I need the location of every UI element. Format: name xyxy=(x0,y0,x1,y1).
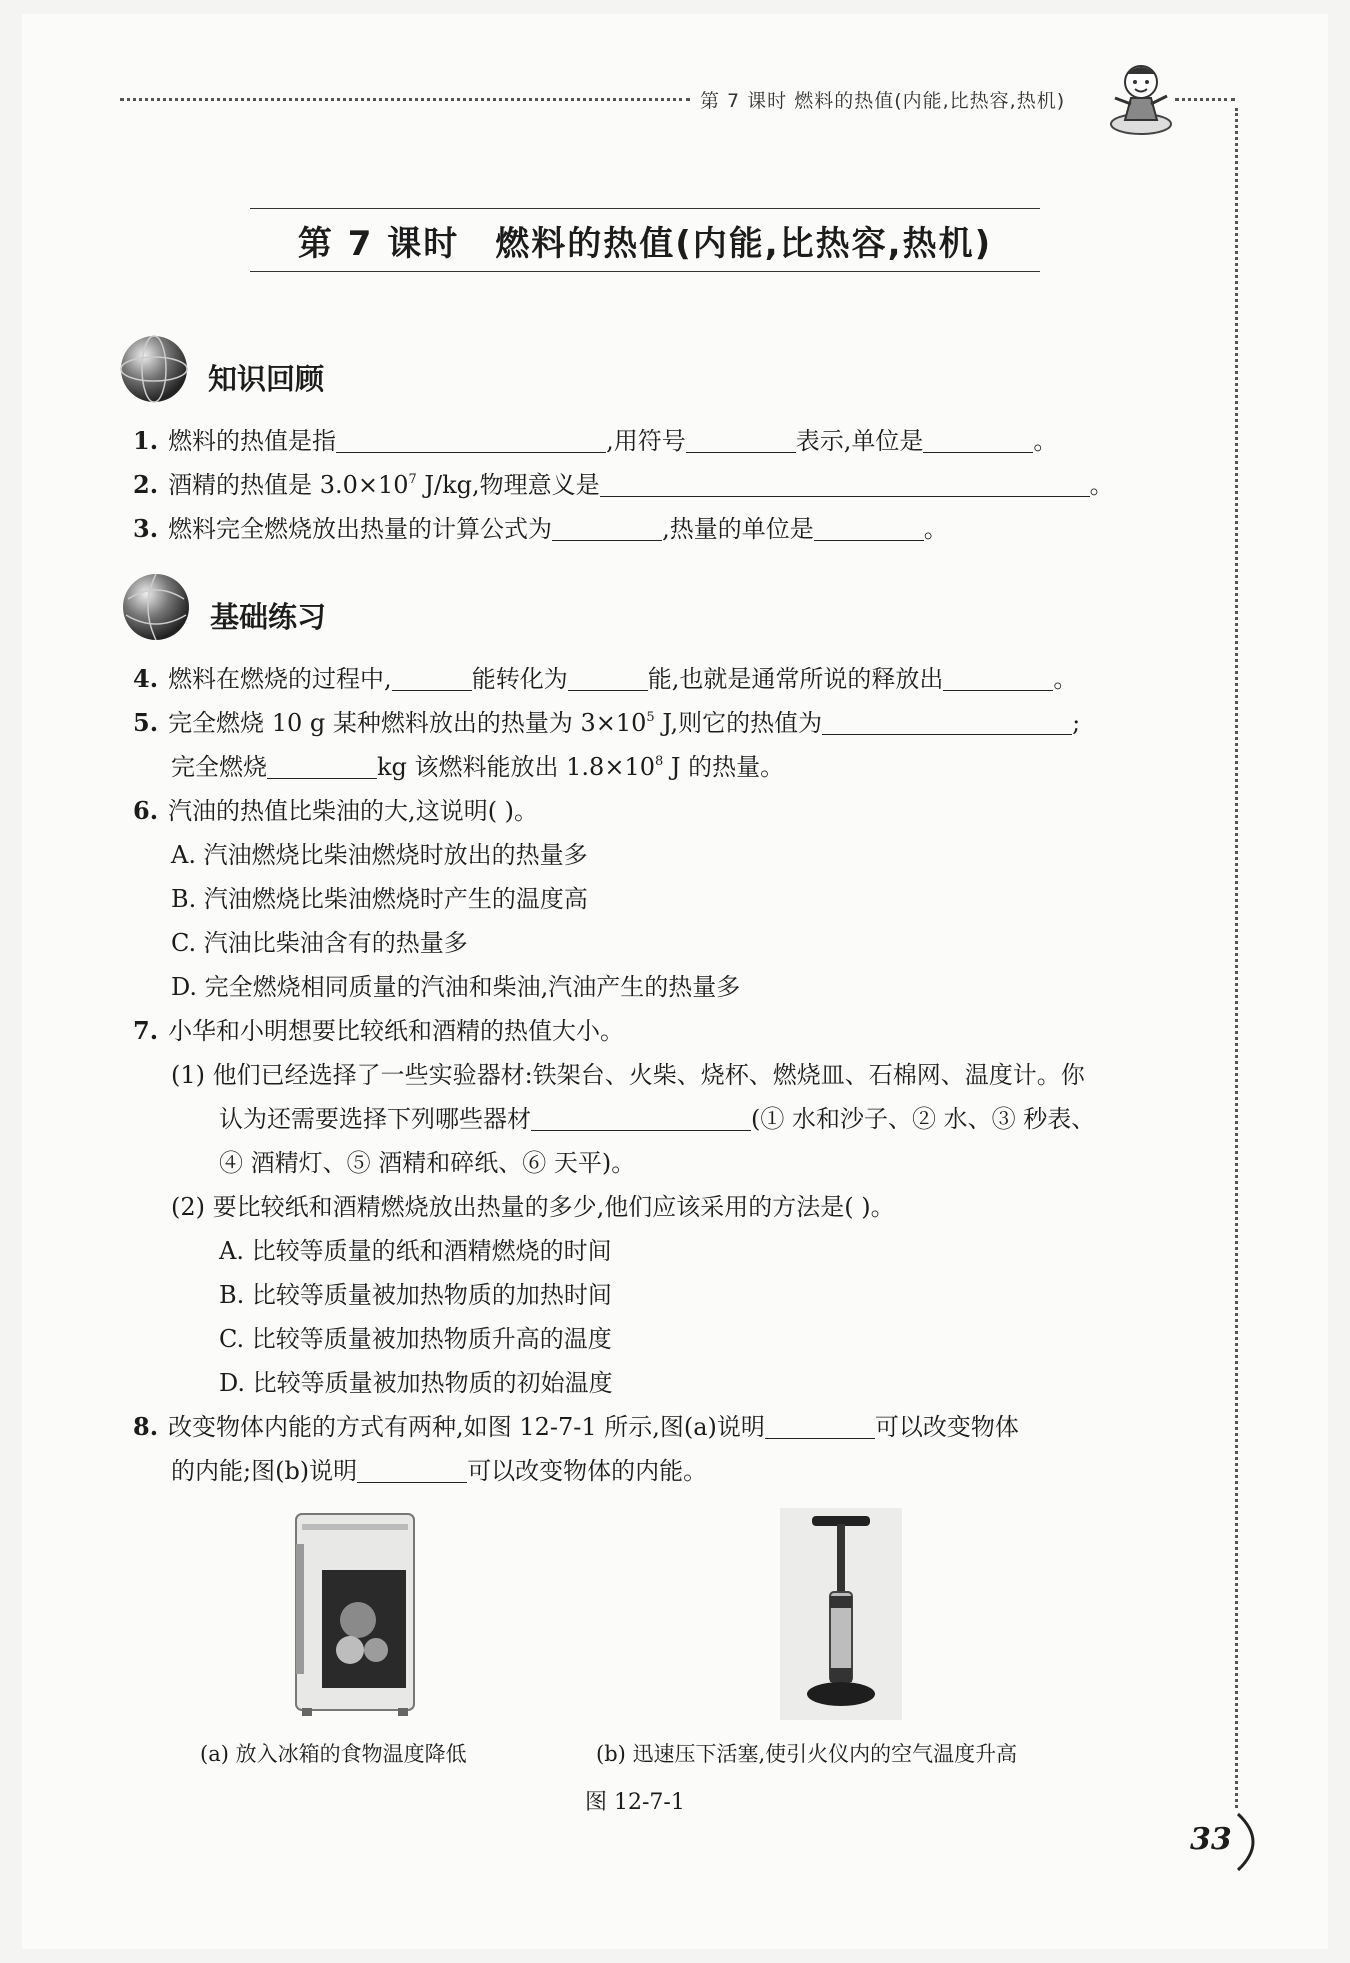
question-5-line-2: 完全燃烧 kg 该燃料能放出 $1.8\times 10^8$ J 的热量。 xyxy=(171,745,784,789)
answer-blank[interactable] xyxy=(814,512,924,541)
answer-blank[interactable] xyxy=(765,1410,875,1439)
option-c[interactable]: C. 汽油比柴油含有的热量多 xyxy=(171,929,468,957)
caption-b: (b) 迅速压下活塞,使引火仪内的空气温度升高 xyxy=(596,1742,1018,1766)
option-a[interactable]: A. 比较等质量的纸和酒精燃烧的时间 xyxy=(219,1237,612,1265)
answer-blank[interactable] xyxy=(943,662,1053,691)
page-number: 33 xyxy=(1182,1810,1268,1874)
question-2: 2. 酒精的热值是 $3.0\times 10^7$ J/kg,物理意义是 。 xyxy=(133,470,1114,499)
globe-icon xyxy=(118,333,190,405)
option-c[interactable]: C. 比较等质量被加热物质升高的温度 xyxy=(219,1325,612,1353)
answer-blank[interactable] xyxy=(568,662,648,691)
question-7-part-2: (2) 要比较纸和酒精燃烧放出热量的多少,他们应该采用的方法是( )。 xyxy=(171,1193,895,1221)
option-b[interactable]: B. 汽油燃烧比柴油燃烧时产生的温度高 xyxy=(171,885,588,913)
answer-blank[interactable] xyxy=(357,1454,467,1483)
question-8: 8. 改变物体内能的方式有两种,如图 12-7-1 所示,图(a)说明 可以改变物体 xyxy=(133,1412,1019,1441)
lesson-topic: 燃料的热值(内能,比热容,热机) xyxy=(495,223,993,264)
margin-dotted-rule xyxy=(1235,108,1238,1808)
figure-label: 图 12-7-1 xyxy=(585,1790,685,1815)
fire-piston-image xyxy=(780,1508,902,1720)
option-d[interactable]: D. 完全燃烧相同质量的汽油和柴油,汽油产生的热量多 xyxy=(171,973,741,1001)
globe-icon xyxy=(120,571,192,643)
mascot-icon xyxy=(1105,58,1177,142)
question-7-part-1-line-2: 认为还需要选择下列哪些器材 (① 水和沙子、② 水、③ 秒表、 xyxy=(219,1097,1095,1141)
question-7-part-1-line-3: ④ 酒精灯、⑤ 酒精和碎纸、⑥ 天平)。 xyxy=(219,1149,636,1177)
section-title-practice: 基础练习 xyxy=(210,600,327,634)
answer-blank[interactable] xyxy=(392,662,472,691)
page-title xyxy=(250,208,1040,272)
question-7-part-1: (1) 他们已经选择了一些实验器材:铁架台、火柴、烧杯、燃烧皿、石棉网、温度计。你 xyxy=(171,1061,1085,1089)
question-7: 7. 小华和小明想要比较纸和酒精的热值大小。 xyxy=(133,1016,625,1045)
answer-blank[interactable] xyxy=(552,512,662,541)
question-8-line-2: 的内能;图(b)说明 可以改变物体的内能。 xyxy=(171,1449,707,1493)
answer-blank[interactable] xyxy=(267,750,377,779)
question-4: 4. 燃料在燃烧的过程中, 能转化为 能,也就是通常所说的释放出 。 xyxy=(133,664,1078,693)
running-header: 第 7 课时 燃料的热值(内能,比热容,热机) xyxy=(700,90,1066,112)
question-3: 3. 燃料完全燃烧放出热量的计算公式为 ,热量的单位是 。 xyxy=(133,514,948,543)
question-6: 6. 汽油的热值比柴油的大,这说明( )。 xyxy=(133,796,539,825)
option-d[interactable]: D. 比较等质量被加热物质的初始温度 xyxy=(219,1369,613,1397)
header-dotted-rule-right xyxy=(1175,98,1235,101)
caption-a: (a) 放入冰箱的食物温度降低 xyxy=(200,1742,467,1766)
header-dotted-rule xyxy=(120,98,690,101)
question-5: 5. 完全燃烧 10 g 某种燃料放出的热量为 $3\times 10^5$ J,则它的热值为 ; xyxy=(133,708,1081,737)
refrigerator-image xyxy=(292,1510,418,1720)
option-b[interactable]: B. 比较等质量被加热物质的加热时间 xyxy=(219,1281,612,1309)
question-1: 1. 燃料的热值是指 ,用符号 表示,单位是 。 xyxy=(133,426,1058,455)
answer-blank[interactable] xyxy=(336,424,606,453)
answer-blank[interactable] xyxy=(686,424,796,453)
option-a[interactable]: A. 汽油燃烧比柴油燃烧时放出的热量多 xyxy=(171,841,588,869)
answer-blank[interactable] xyxy=(531,1102,751,1131)
answer-blank[interactable] xyxy=(600,468,1090,497)
answer-blank[interactable] xyxy=(923,424,1033,453)
section-title-review: 知识回顾 xyxy=(208,362,325,396)
answer-blank[interactable] xyxy=(822,706,1072,735)
lesson-label: 第 7 课时 xyxy=(297,223,460,264)
